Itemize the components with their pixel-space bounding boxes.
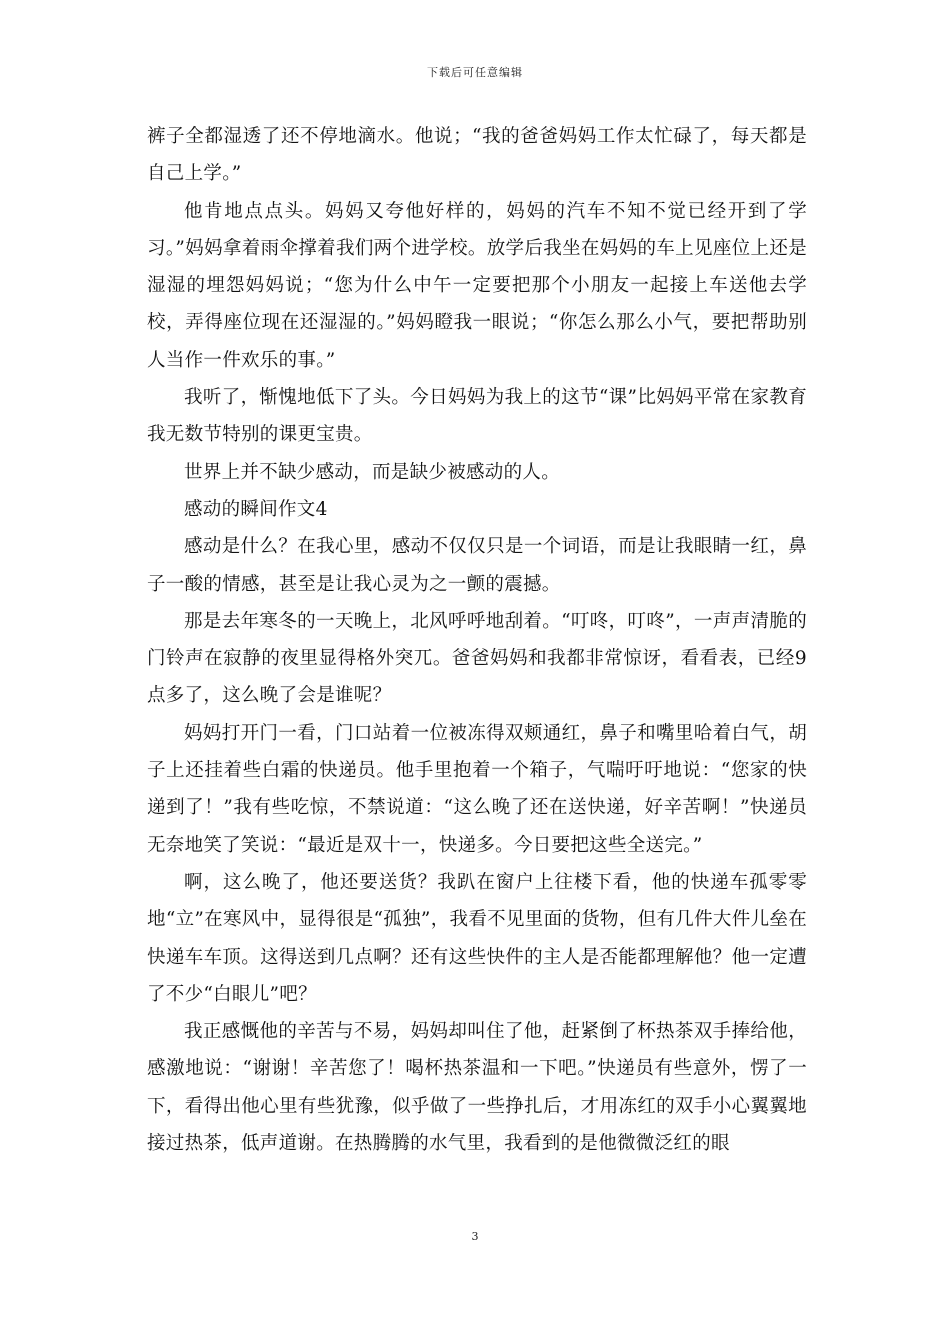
paragraph: 啊，这么晚了，他还要送货？我趴在窗户上往楼下看，他的快递车孤零零地“立”在寒风中，显得很是“孤独”，我看不见里面的货物，但有几件大件儿垒在快递车车顶。这得送到几点啊？还有这些快件的主人是否能都理解他？他一定遭了不少“白眼儿”吧？ [147,871,807,1005]
paragraph: 世界上并不缺少感动，而是缺少被感动的人。 [184,461,561,483]
paragraph: 他肯地点点头。妈妈又夸他好样的，妈妈的汽车不知不觉已经开到了学习。”妈妈拿着雨伞撑着我们两个进学校。放学后我坐在妈妈的车上见座位上还是湿湿的埋怨妈妈说；“您为什么中午一定要把那个小朋友一起接上车送他去学校，弄得座位现在还湿湿的。”妈妈瞪我一眼说；“你怎么那么小气，要把帮助别人当作一件欢乐的事。” [147,200,807,371]
paragraph: 我听了，惭愧地低下了头。今日妈妈为我上的这节“课”比妈妈平常在家教育我无数节特别的课更宝贵。 [147,387,807,446]
section-title: 感动的瞬间作文4 [184,498,328,520]
paragraph: 我正感慨他的辛苦与不易，妈妈却叫住了他，赶紧倒了杯热茶双手捧给他，感激地说：“谢谢！辛苦您了！喝杯热茶温和一下吧。”快递员有些意外，愣了一下，看得出他心里有些犹豫，似乎做了一些挣扎后，才用冻红的双手小心翼翼地接过热茶，低声道谢。在热腾腾的水气里，我看到的是他微微泛红的眼 [147,1021,807,1155]
page-header: 下载后可任意编辑 [427,66,523,79]
document-body [147,118,807,1162]
paragraph: 妈妈打开门一看，门口站着一位被冻得双颊通红，鼻子和嘴里哈着白气，胡子上还挂着些白霜的快递员。他手里抱着一个箱子，气喘吁吁地说：“您家的快递到了！”我有些吃惊，不禁说道：“这么晚了还在送快递，好辛苦啊！”快递员无奈地笑了笑说：“最近是双十一，快递多。今日要把这些全送完。” [147,722,807,856]
paragraph: 裤子全都湿透了还不停地滴水。他说；“我的爸爸妈妈工作太忙碌了，每天都是自己上学。” [147,126,807,185]
paragraph: 感动是什么？在我心里，感动不仅仅只是一个词语，而是让我眼睛一红，鼻子一酸的情感，甚至是让我心灵为之一颤的震撼。 [147,536,807,595]
paragraph: 那是去年寒冬的一天晚上，北风呼呼地刮着。“叮咚，叮咚”，一声声清脆的门铃声在寂静的夜里显得格外突兀。爸爸妈妈和我都非常惊讶，看看表，已经9点多了，这么晚了会是谁呢？ [147,610,807,707]
page-number: 3 [471,1230,479,1243]
